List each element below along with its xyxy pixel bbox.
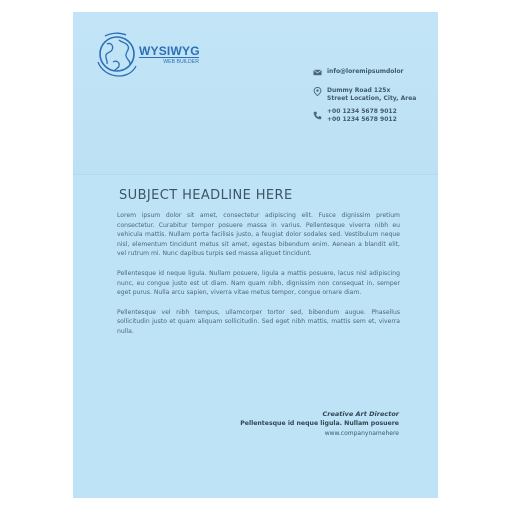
signature-website: www.companynamehere: [324, 430, 399, 437]
contact-block: [311, 68, 436, 124]
phone-icon: [313, 111, 322, 120]
contact-email: [311, 68, 436, 76]
brand-subtitle: WEB BUILDER: [139, 57, 199, 65]
signature-title: Creative Art Director: [322, 410, 399, 418]
brand-name: WYSIWYG: [139, 44, 200, 58]
address-line-1: Dummy Road 125x: [327, 87, 391, 94]
subject-headline: SUBJECT HEADLINE HERE: [119, 188, 293, 203]
letterhead-sheet: [73, 12, 438, 498]
email-text: info@loremipsumdolor: [327, 68, 404, 75]
location-pin-icon: [313, 87, 322, 96]
paragraph: Lorem ipsum dolor sit amet, consectetur adipiscing elit. Fusce dignissim pretium consectetur. Curabitur tempor posuere massa in varius. Pellentesque viverra nibh eu vehicula mattis. Nullam porta facilisis justo, a feugiat dolor sodales sed. Vestibulum neque nisl, elementum tincidunt metus sit amet, egestas bibendum enim. Aenean a blandit elit, vel rutrum mi. Nunc dapibus turpis sed massa aliquet tincidunt.: [117, 212, 400, 258]
contact-phone: [311, 108, 436, 124]
address-line-2: Street Location, City, Area: [327, 95, 417, 102]
logo: [95, 32, 245, 82]
contact-address: [311, 87, 436, 103]
letter-body: [117, 211, 400, 347]
phone-1: +00 1234 5678 9012: [327, 108, 397, 115]
signature-tagline: Pellentesque id neque ligula. Nullam posuere: [240, 420, 399, 427]
mail-icon: [313, 68, 322, 77]
phone-2: +00 1234 5678 9012: [327, 116, 397, 123]
paragraph: Pellentesque vel nibh tempus, ullamcorper tortor sed, bibendum augue. Phasellus sollicitudin justo et quam aliquam sollicitudin. Sed eget nibh mattis, mattis sem et, viverra nulla.: [117, 308, 400, 335]
header-band: [73, 12, 438, 175]
signature-block: [203, 409, 399, 439]
paragraph: Pellentesque id neque ligula. Nullam posuere, ligula a mattis posuere, lacus nisl adipiscing nunc, eu congue justo est ut diam. Nam quam nibh, dignissim non consequat in, semper eget purus. Nulla arcu sapien, viverra vitae metus tempor, congue ornare diam.: [117, 269, 400, 297]
globe-icon: [95, 32, 139, 78]
